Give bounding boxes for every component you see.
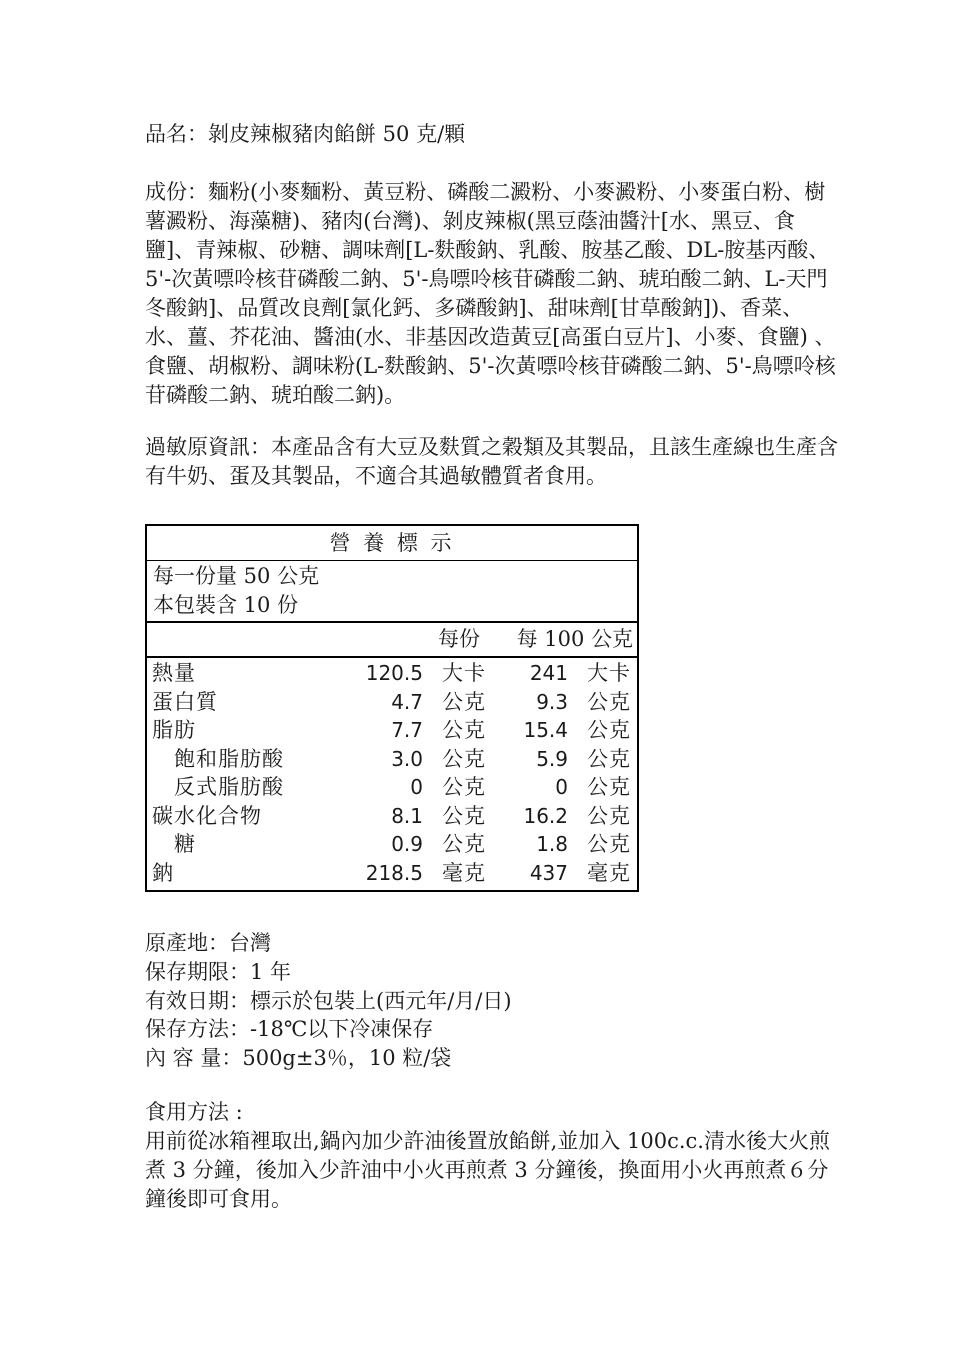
row-value-per-100g: 1.8 xyxy=(536,832,568,856)
row-unit-per-serving: 公克 xyxy=(442,746,486,771)
nutrition-row-trans-fat xyxy=(147,773,637,802)
row-value-per-100g: 9.3 xyxy=(536,689,568,714)
row-label: 蛋白質 xyxy=(152,689,218,714)
nutrition-table xyxy=(145,524,639,892)
row-unit-per-serving: 大卡 xyxy=(442,661,486,685)
row-label: 脂肪 xyxy=(152,718,196,742)
row-label: 飽和脂肪酸 xyxy=(174,746,284,771)
row-unit-per-serving: 公克 xyxy=(442,718,486,742)
column-header-per-serving: 每份 xyxy=(438,627,480,651)
row-unit-per-serving: 公克 xyxy=(442,803,486,828)
row-unit-per-serving: 公克 xyxy=(442,775,486,799)
row-unit-per-100g: 公克 xyxy=(587,832,631,856)
label-content xyxy=(145,120,842,1214)
row-value-per-serving: 4.7 xyxy=(391,689,423,714)
nutrition-column-headers xyxy=(147,623,637,658)
row-value-per-serving: 218.5 xyxy=(365,860,423,885)
detail-shelf-life: 保存期限：1 年 xyxy=(145,959,292,984)
serving-info xyxy=(147,561,637,623)
nutrition-row-sugar xyxy=(147,830,637,859)
row-label: 糖 xyxy=(174,832,196,856)
product-name: 品名：剝皮辣椒豬肉餡餅 50 克/顆 xyxy=(145,122,466,146)
detail-origin: 原產地：台灣 xyxy=(145,931,271,955)
row-unit-per-serving: 公克 xyxy=(442,689,486,714)
row-unit-per-100g: 毫克 xyxy=(587,860,631,885)
row-value-per-serving: 7.7 xyxy=(391,718,423,742)
nutrition-row-saturated-fat xyxy=(147,745,637,774)
row-label: 熱量 xyxy=(152,661,196,685)
nutrition-row-calories xyxy=(147,659,637,688)
row-label: 反式脂肪酸 xyxy=(174,775,284,799)
row-unit-per-100g: 大卡 xyxy=(587,661,631,685)
detail-expiry-date: 有效日期：標示於包裝上(西元年/月/日) xyxy=(145,988,512,1013)
row-value-per-100g: 437 xyxy=(529,860,568,885)
allergen-paragraph: 過敏原資訊：本產品含有大豆及麩質之穀類及其製品，且該生產線也生產含有牛奶、蛋及其製品，不適合其過敏體質者食用。 xyxy=(145,435,838,488)
row-unit-per-100g: 公克 xyxy=(587,689,631,714)
detail-storage-method: 保存方法：-18℃以下冷凍保存 xyxy=(145,1017,434,1042)
row-label: 鈉 xyxy=(152,860,174,885)
column-header-spacer xyxy=(147,623,333,656)
nutrition-row-fat xyxy=(147,716,637,745)
nutrition-row-carbohydrate xyxy=(147,802,637,831)
column-header-per-100g: 每 100 公克 xyxy=(516,627,633,651)
row-unit-per-100g: 公克 xyxy=(587,775,631,799)
nutrition-table-body xyxy=(147,658,637,890)
usage-heading: 食用方法 : xyxy=(145,1099,243,1124)
detail-net-content: 內 容 量：500g±3％，10 粒/袋 xyxy=(145,1046,452,1071)
usage-instructions: 用前從冰箱裡取出,鍋內加少許油後置放餡餅,並加入 100c.c.清水後大火煎煮 3 分鐘，後加入少許油中小火再煎煮 3 分鐘後，換面用小火再煎煮６分鐘後即可食用。 xyxy=(145,1128,830,1211)
servings-per-package: 本包裝含 10 份 xyxy=(153,592,299,617)
row-value-per-100g: 241 xyxy=(529,661,568,685)
nutrition-row-protein xyxy=(147,688,637,717)
ingredients-paragraph: 成份：麵粉(小麥麵粉、黃豆粉、磷酸二澱粉、小麥澱粉、小麥蛋白粉、樹薯澱粉、海藻糖)、豬肉(台灣)、剝皮辣椒(黑豆蔭油醬汁[水、黑豆、食鹽]、青辣椒、砂糖、調味劑[L-麩酸鈉、乳酸、胺基乙酸、DL-胺基丙酸、5'-次黃嘌呤核苷磷酸二鈉、5'-鳥嘌呤核苷磷酸二鈉、琥珀酸二鈉、L-天門冬酸鈉]、品質改良劑[氯化鈣、多磷酸鈉]、甜味劑[甘草酸鈉])、香菜、水、薑、芥花油、醬油(水、非基因改造黃豆[高蛋白豆片]、小麥、食鹽) 、食鹽、胡椒粉、調味粉(L-麩酸鈉、5'-次黃嘌呤核苷磷酸二鈉、5'-鳥嘌呤核苷磷酸二鈉、琥珀酸二鈉)。 xyxy=(145,180,836,407)
row-value-per-serving: 8.1 xyxy=(391,803,423,828)
row-unit-per-100g: 公克 xyxy=(587,803,631,828)
product-details xyxy=(145,929,842,1073)
nutrition-row-sodium xyxy=(147,859,637,888)
nutrition-table-title: 營 養 標 示 xyxy=(147,526,637,561)
row-value-per-serving: 120.5 xyxy=(365,661,423,685)
row-unit-per-100g: 公克 xyxy=(587,746,631,771)
row-value-per-100g: 0 xyxy=(555,775,568,799)
row-value-per-100g: 16.2 xyxy=(523,803,568,828)
serving-size: 每一份量 50 公克 xyxy=(153,564,320,588)
row-unit-per-serving: 毫克 xyxy=(442,860,486,885)
row-value-per-serving: 0.9 xyxy=(391,832,423,856)
row-value-per-serving: 3.0 xyxy=(391,746,423,771)
row-label: 碳水化合物 xyxy=(152,803,262,828)
row-value-per-100g: 5.9 xyxy=(536,746,568,771)
row-unit-per-100g: 公克 xyxy=(587,718,631,742)
row-unit-per-serving: 公克 xyxy=(442,832,486,856)
row-value-per-serving: 0 xyxy=(410,775,423,799)
row-value-per-100g: 15.4 xyxy=(523,718,568,742)
